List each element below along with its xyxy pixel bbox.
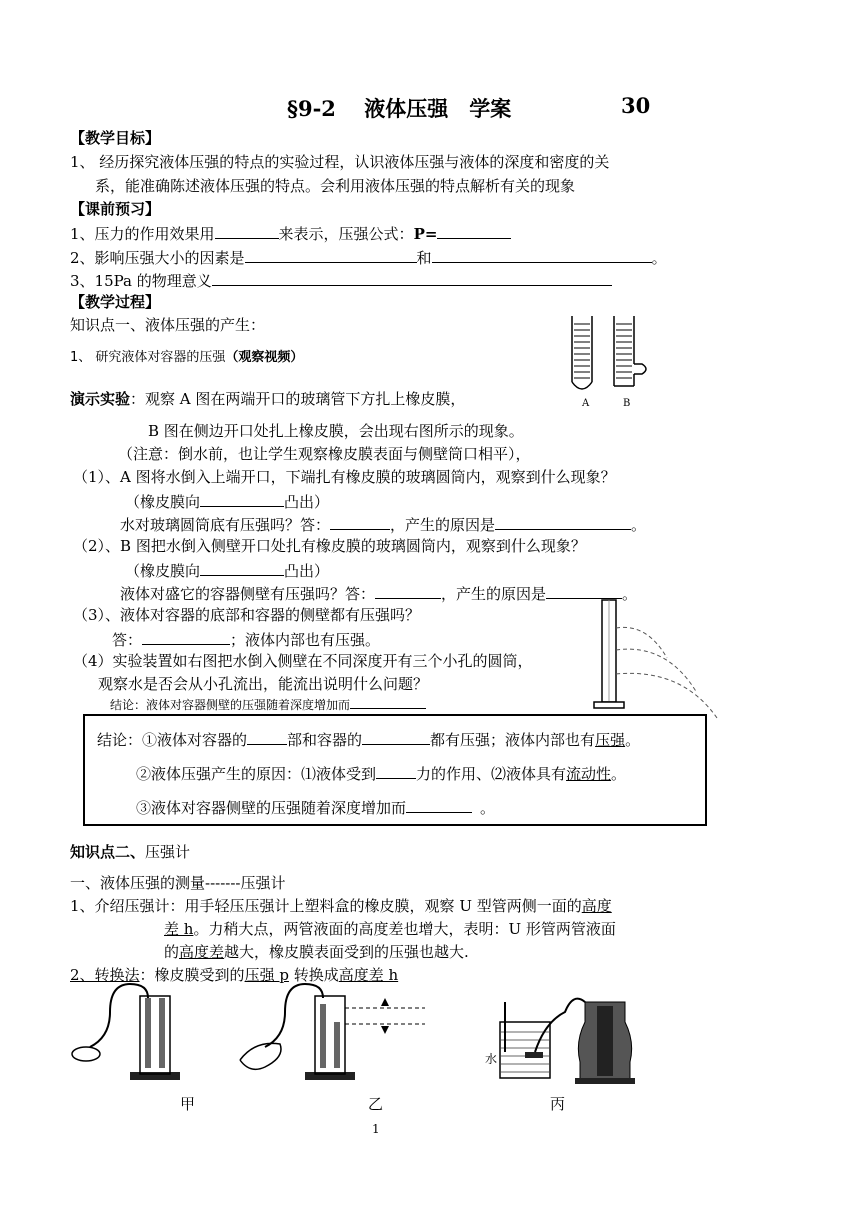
page-title: §9-2 液体压强 学案 <box>287 96 512 121</box>
preview-q2-text-b: 和 <box>416 249 432 267</box>
q3-ans-blank[interactable] <box>142 628 230 645</box>
c3-end: 。 <box>480 799 496 817</box>
question-2-sub <box>125 559 329 581</box>
question-3: （3）、液体对容器的底部和容器的侧壁都有压强吗？ <box>73 606 421 624</box>
c2-b: 力的作用、⑵液体具有 <box>416 765 567 783</box>
kp2-l3-u: 差 h <box>164 920 194 938</box>
objectives-heading: 【教学目标】 <box>70 129 161 147</box>
q2-sub-blank[interactable] <box>200 559 284 576</box>
question-1: （1）、A 图将水倒入上端开口，下端扎有橡皮膜的玻璃圆筒内，观察到什么现象？ <box>73 468 616 486</box>
conclusion-line-1 <box>97 728 640 750</box>
c2-underlined: 流动性 <box>566 765 612 783</box>
objectives-line-2: 系，能准确陈述液体压强的特点。会利用液体压强的特点解析有关的现象 <box>95 177 576 195</box>
q1-ask-a: 水对玻璃圆筒底有压强吗？答： <box>120 516 331 534</box>
q2-ask-b: ，产生的原因是 <box>441 585 547 603</box>
c1-b: 部和容器的 <box>287 731 363 749</box>
preview-q3 <box>70 269 612 291</box>
q2-sub-b: 凸出） <box>284 562 330 580</box>
preview-q1-text-b: 来表示，压强公式： <box>278 225 414 243</box>
q1-sub-blank[interactable] <box>200 490 284 507</box>
q1-sub-a: （橡皮膜向 <box>125 493 201 511</box>
conclusion-line-2 <box>136 762 626 784</box>
preview-q3-blank[interactable] <box>212 269 612 286</box>
demo-note: （注意：倒水前，也让学生观察橡皮膜表面与侧壁筒口相平）， <box>118 445 531 463</box>
conclusion-label: 结论： <box>97 731 143 749</box>
item-1 <box>70 346 303 365</box>
c2-blank[interactable] <box>376 762 416 779</box>
kp2-line-4 <box>164 942 469 962</box>
question-2-ask <box>120 582 637 604</box>
c1-blank-1[interactable] <box>247 728 287 745</box>
c1-underlined: 压强 <box>595 731 626 749</box>
cylinder-holes-figure <box>592 598 727 723</box>
preview-q2-text-a: 2、影响压强大小的因素是 <box>70 249 245 267</box>
preview-q2-end: 。 <box>651 249 667 267</box>
kp2-l5-u3: 高度差 h <box>338 966 399 984</box>
kp2-l5-u2: 压强 p <box>244 966 289 984</box>
question-2: （2）、B 图把水倒入侧壁开口处扎有橡皮膜的玻璃圆筒内，观察到什么现象？ <box>73 537 586 555</box>
water-label: 水 <box>485 1052 498 1066</box>
process-heading: 【教学过程】 <box>70 293 161 311</box>
q3-ans-b: ；液体内部也有压强。 <box>230 631 381 649</box>
preview-q2-blank-2[interactable] <box>432 246 652 263</box>
q2-ask-blank-2[interactable] <box>546 582 622 599</box>
kp2-line-3 <box>164 919 616 939</box>
kp2-l2-a: 1、介绍压强计：用手轻压压强计上塑料盒的橡皮膜，观察 U 型管两侧一面的 <box>70 897 582 915</box>
figure-bing-label: 丙 <box>550 1095 566 1113</box>
q2-ask-a: 液体对盛它的容器侧壁有压强吗？答： <box>120 585 376 603</box>
manometer-yi-figure <box>235 982 435 1082</box>
demo-line-1 <box>70 389 465 409</box>
kp2-l4-a: 的 <box>164 943 180 961</box>
tubes-figure <box>562 314 662 414</box>
kp2-l3-a: 。力稍大点，两管液面的高度差也增大，表明：U 形管两管液面 <box>193 920 616 938</box>
demo-line-2: B 图在侧边开口处扎上橡皮膜，会出现右图所示的现象。 <box>148 422 524 440</box>
q1-ask-blank-2[interactable] <box>495 513 631 530</box>
preview-q2 <box>70 246 667 268</box>
kp2-line-2 <box>70 896 612 916</box>
question-4-line-2: 观察水是否会从小孔流出，能流出说明什么问题？ <box>98 675 429 693</box>
preview-q2-blank-1[interactable] <box>245 246 417 263</box>
q2-ask-end: 。 <box>622 585 638 603</box>
preview-q1 <box>70 222 511 244</box>
kp2-l2-u: 高度 <box>581 897 612 915</box>
kp2-l5-u: 2、转换法 <box>70 966 140 984</box>
figure-jia-label: 甲 <box>180 1095 196 1113</box>
preview-q1-formula: P= <box>413 225 438 243</box>
q3-ans-a: 答： <box>112 631 143 649</box>
question-4-note <box>110 696 426 713</box>
c2-a: ②液体压强产生的原因：⑴液体受到 <box>136 765 377 783</box>
figure-a-label: A <box>582 398 590 409</box>
page-number-label: 30 <box>621 93 651 118</box>
question-1-ask <box>120 513 646 535</box>
q4-note-blank[interactable] <box>350 696 426 709</box>
c1-blank-2[interactable] <box>362 728 430 745</box>
question-3-answer <box>112 628 380 650</box>
q1-ask-end: 。 <box>631 516 647 534</box>
manometer-jia-figure <box>70 982 200 1082</box>
kp2-line-1: 一、液体压强的测量-------压强计 <box>70 874 286 892</box>
q1-ask-blank-1[interactable] <box>330 513 390 530</box>
item-1-tag: （观察视频） <box>225 350 304 365</box>
manometer-bing-figure <box>485 992 640 1086</box>
c1-end: 。 <box>625 731 641 749</box>
item-1-text: 1、 研究液体对容器的压强 <box>70 350 226 365</box>
kp2-l5-b: 转换成 <box>288 966 339 984</box>
preview-heading: 【课前预习】 <box>70 200 161 218</box>
preview-q1-text-a: 1、压力的作用效果用 <box>70 225 215 243</box>
q1-sub-b: 凸出） <box>284 493 330 511</box>
question-1-sub <box>125 490 329 512</box>
kp2-l4-u: 高度差 <box>179 943 225 961</box>
c1-a: ①液体对容器的 <box>142 731 248 749</box>
kp2-heading-bold: 知识点二、 <box>70 843 146 861</box>
c3-a: ③液体对容器侧壁的压强随着深度增加而 <box>136 799 407 817</box>
q2-ask-blank-1[interactable] <box>375 582 441 599</box>
c2-end: 。 <box>611 765 627 783</box>
kp2-l4-b: 越大，橡皮膜表面受到的压强也越大. <box>224 943 469 961</box>
q1-ask-b: ，产生的原因是 <box>390 516 496 534</box>
conclusion-line-3 <box>136 796 495 818</box>
preview-q1-blank[interactable] <box>215 222 279 239</box>
demo-label: 演示实验 <box>70 390 131 408</box>
kp2-l5-a: ：橡皮膜受到的 <box>139 966 245 984</box>
knowledge-point-1: 知识点一、液体压强的产生： <box>70 316 266 334</box>
q4-note-text: 结论：液体对容器侧壁的压强随着深度增加而 <box>110 698 351 712</box>
c3-blank[interactable] <box>406 796 472 813</box>
q2-sub-a: （橡皮膜向 <box>125 562 201 580</box>
demo-text: ：观察 A 图在两端开口的玻璃管下方扎上橡皮膜， <box>130 390 466 408</box>
preview-q3-text: 3、15Pa 的物理意义 <box>70 272 212 290</box>
preview-q1-formula-blank[interactable] <box>437 222 511 239</box>
footer-page-number: 1 <box>372 1122 380 1136</box>
knowledge-point-2 <box>70 842 190 862</box>
kp2-heading: 压强计 <box>145 843 191 861</box>
c1-c: 都有压强；液体内部也有 <box>430 731 596 749</box>
figure-b-label: B <box>623 398 631 409</box>
question-4-line-1: （4）实验装置如右图把水倒入侧壁在不同深度开有三个小孔的圆筒， <box>73 652 533 670</box>
objectives-line-1: 1、 经历探究液体压强的特点的实验过程，认识液体压强与液体的深度和密度的关 <box>70 153 610 171</box>
figure-yi-label: 乙 <box>368 1095 384 1113</box>
